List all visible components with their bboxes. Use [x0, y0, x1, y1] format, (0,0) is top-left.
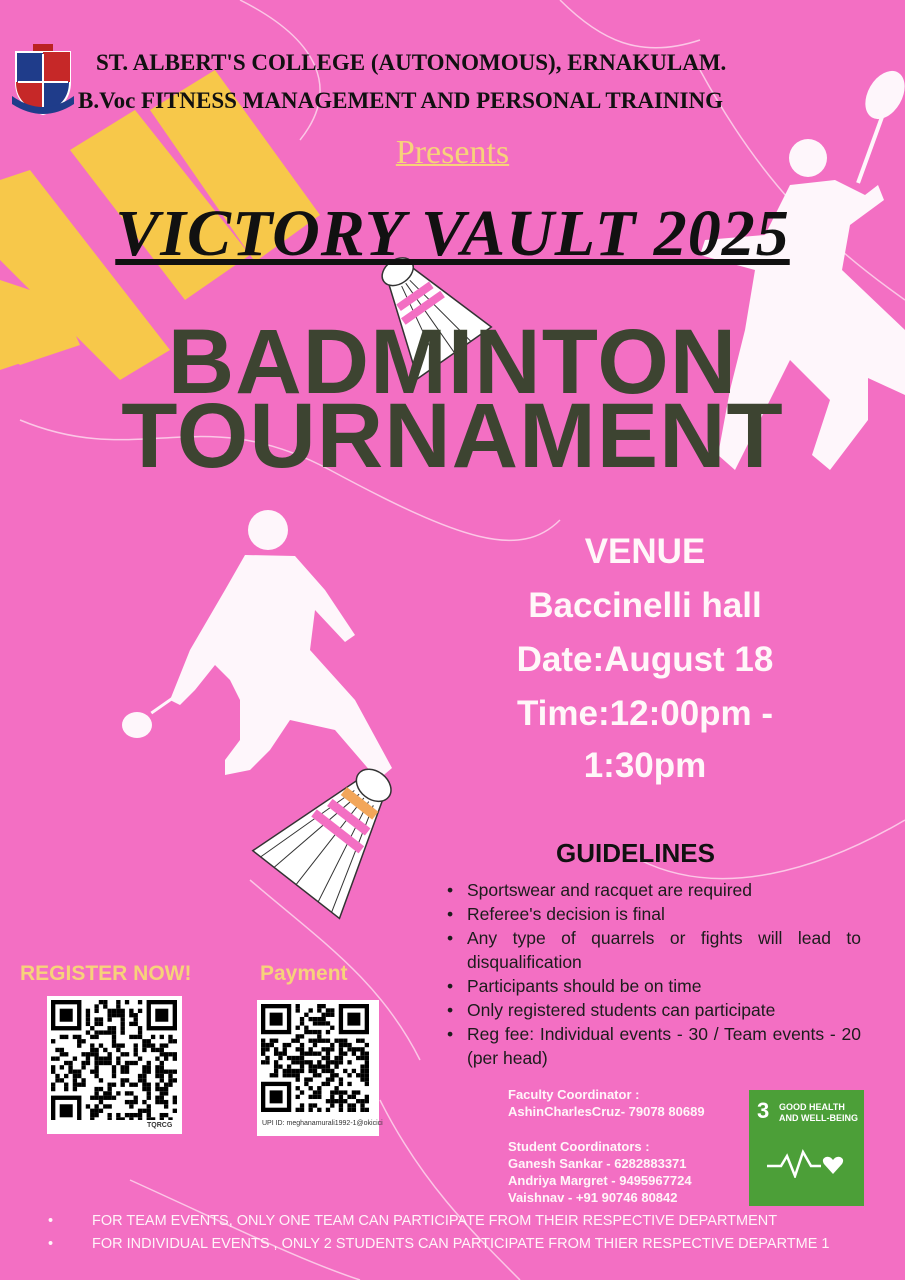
- venue-place: Baccinelli hall: [528, 586, 762, 625]
- footer-note-text: FOR INDIVIDUAL EVENTS , ONLY 2 STUDENTS CAN PARTICIPATE FROM THIER RESPECTIVE DEPARTME 1: [92, 1236, 830, 1252]
- tournament-title-line2: TOURNAMENT: [121, 385, 784, 487]
- student-coordinator: Vaishnav - +91 90746 80842: [508, 1190, 678, 1205]
- poster: ST. ALBERT'S COLLEGE (AUTONOMOUS), ERNAKULAM. B.Voc FITNESS MANAGEMENT AND PERSONAL TRAINING Presents VICTORY VAULT 2025 BADMINTON TOURNAMENT VENUE Baccinelli hall Date:August 18 Time:12:00pm - 1:30pm GUIDELINES • Sportswear and racquet are required • Referee's decision is final • Any type of quarrels or fights will lead to disqualification • Participants should be on time • Only registered students can participate • Reg fee: Individual events - 30 / Team events - 20 (per head) REGISTER NOW! Payment TQRCG UPI ID: meghanamurali1992-1@okicici Faculty Coordinator : AshinCharlesCruz- 79078 80689 Student Coordinators : Ganesh Sankar - 6282883371 Andriya Margret - 9495967724 Vaishnav - +91 90746 80842 3 GOOD HEALTH AND WELL-BEING • FOR TEAM EVENTS, ONLY ONE TEAM CAN PARTICIPATE FROM THEIR RESPECTIVE DEPARTMENT • FOR INDIVIDUAL EVENTS , ONLY 2 STUDENTS CAN PARTICIPATE FROM THIER RESPECTIVE DEPARTME 1: [0, 0, 905, 1280]
- guideline-item: • Any type of quarrels or fights will lead to disqualification: [443, 926, 861, 974]
- qr-code-icon: [257, 1000, 379, 1116]
- sdg-title: [779, 1102, 858, 1124]
- faculty-coordinator-label: Faculty Coordinator :: [508, 1087, 640, 1102]
- footer-note-text: FOR TEAM EVENTS, ONLY ONE TEAM CAN PARTICIPATE FROM THEIR RESPECTIVE DEPARTMENT: [92, 1213, 778, 1229]
- student-coordinators-label: Student Coordinators :: [508, 1139, 650, 1154]
- sdg-number: 3: [757, 1098, 770, 1123]
- tournament-title-line1: BADMINTON: [167, 311, 738, 413]
- qr-code-icon: [47, 996, 182, 1120]
- faculty-coordinator: AshinCharlesCruz- 79078 80689: [508, 1104, 705, 1119]
- payment-qr-code[interactable]: [257, 1000, 379, 1136]
- register-qr-code[interactable]: [47, 996, 182, 1134]
- college-name: ST. ALBERT'S COLLEGE (AUTONOMOUS), ERNAKULAM.: [96, 50, 727, 75]
- guideline-item: • Participants should be on time: [443, 974, 861, 998]
- sdg-badge: [749, 1090, 864, 1206]
- guideline-item: • Only registered students can participate: [443, 998, 861, 1022]
- guideline-item: • Referee's decision is final: [443, 902, 861, 926]
- venue-heading: VENUE: [584, 532, 706, 571]
- guidelines-list: [443, 878, 861, 1070]
- event-time: Time:12:00pm -: [516, 694, 774, 733]
- guideline-item: • Reg fee: Individual events - 30 / Team events - 20 (per head): [443, 1022, 861, 1070]
- sdg-title-line2: AND WELL-BEING: [779, 1113, 858, 1123]
- sdg-title-line1: GOOD HEALTH: [779, 1102, 845, 1112]
- event-title: VICTORY VAULT 2025: [115, 197, 790, 270]
- presents-text: Presents: [395, 134, 510, 171]
- upi-id: UPI ID: meghanamurali1992-1@okicici: [262, 1120, 383, 1127]
- qr-caption: TQRCG: [147, 1122, 173, 1129]
- student-coordinator: Ganesh Sankar - 6282883371: [508, 1156, 687, 1171]
- college-crest-icon: [8, 44, 78, 116]
- heartbeat-icon: [767, 1148, 847, 1178]
- payment-label: Payment: [260, 962, 348, 985]
- event-date: Date:August 18: [516, 640, 774, 679]
- event-time-end: 1:30pm: [583, 746, 707, 785]
- student-coordinator: Andriya Margret - 9495967724: [508, 1173, 692, 1188]
- register-label: REGISTER NOW!: [20, 962, 192, 985]
- guidelines-title: GUIDELINES: [556, 838, 715, 868]
- guideline-item: • Sportswear and racquet are required: [443, 878, 861, 902]
- program-name: B.Voc FITNESS MANAGEMENT AND PERSONAL TRAINING: [78, 88, 723, 113]
